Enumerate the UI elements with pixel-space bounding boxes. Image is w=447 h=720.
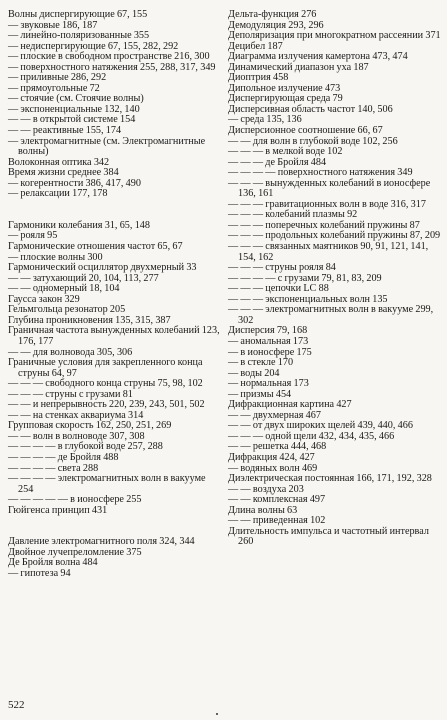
index-entry: — приливные 286, 292 xyxy=(8,72,107,84)
index-entry: Длительность импульса и частотный интервал 260 xyxy=(228,525,429,548)
index-entry: — плоские в свободном пространстве 216, 300 xyxy=(8,51,210,63)
index-entry: — рояля 95 xyxy=(8,230,58,242)
index-entry: Диспергирующая среда 79 xyxy=(228,93,343,105)
index-entry: — — и непрерывность 220, 239, 243, 501, 502 xyxy=(8,399,205,411)
index-entry: Гельмгольца резонатор 205 xyxy=(8,304,126,316)
index-entry: — стоячие (см. Стоячие волны) xyxy=(8,93,144,105)
index-entry: — прямоугольные 72 xyxy=(8,82,100,94)
print-dot xyxy=(216,713,218,715)
index-entry: — — — — электромагнитных волн в вакууме 254 xyxy=(8,473,206,495)
index-entry: Деполяризация при многократном рассеянии 371 xyxy=(228,30,441,42)
index-entry: — недиспергирующие 67, 155, 282, 292 xyxy=(8,40,179,52)
index-entry: Волны диспергирующие 67, 155 xyxy=(8,9,148,20)
index-entry: Глубина проникновения 135, 315, 387 xyxy=(8,314,171,326)
index-entry: — — — де Бройля 484 xyxy=(228,156,327,168)
index-entry: Дифракционная картина 427 xyxy=(228,399,352,411)
index-entry: — линейно-поляризованные 355 xyxy=(8,30,150,42)
index-entry: — — — связанных маятников 90, 91, 121, 141, 154, 162 xyxy=(228,241,429,263)
index-entry: Диаграмма излучения камертона 473, 474 xyxy=(228,51,408,63)
index-entry: Время жизни среднее 384 xyxy=(8,167,119,179)
index-entry: — — — — — в ионосфере 255 xyxy=(8,494,142,506)
index-entry: Групповая скорость 162, 250, 251, 269 xyxy=(8,420,172,432)
index-entry: — — — поперечных колебаний пружины 87 xyxy=(228,219,420,231)
index-entry: Давление электромагнитного поля 324, 344 xyxy=(8,536,195,548)
index-entry: — — — в мелкой воде 102 xyxy=(228,146,343,158)
index-entry: — — — гравитационных волн в воде 316, 317 xyxy=(228,198,426,210)
index-entry: Волоконная оптика 342 xyxy=(8,156,110,168)
index-entry: — — волн в волноводе 307, 308 xyxy=(8,430,145,442)
index-entry: — — от двух широких щелей 439, 440, 466 xyxy=(228,420,413,432)
index-entry: — электромагнитные (см. Электромагнитные волны) xyxy=(8,135,206,158)
index-entry: — — — — света 288 xyxy=(8,462,99,474)
index-section-gap xyxy=(8,516,222,527)
index-entry: — экспоненциальные 132, 140 xyxy=(8,103,140,115)
index-entry: Гармонический осциллятор двухмерный 33 xyxy=(8,262,197,274)
index-entry: Гармоники колебания 31, 65, 148 xyxy=(8,219,150,231)
index-entry: Двойное лучепреломление 375 xyxy=(8,546,142,558)
index-entry: — — затухающий 20, 104, 113, 277 xyxy=(8,272,159,284)
index-entry: Диэлектрическая постоянная 166, 171, 192, 328 xyxy=(228,473,432,485)
index-entry: — поверхностного натяжения 255, 288, 317, 349 xyxy=(8,61,216,73)
index-entry: — — — — с грузами 79, 81, 83, 209 xyxy=(228,272,382,284)
index-entry: — — — струны с грузами 81 xyxy=(8,388,133,400)
index-entry: — аномальная 173 xyxy=(228,335,309,347)
index-entry: Гюйгенса принцип 431 xyxy=(8,504,108,516)
index-entry: — нормальная 173 xyxy=(228,378,309,390)
index-entry: — — — колебаний плазмы 92 xyxy=(228,209,358,221)
index-entry: Дипольное излучение 473 xyxy=(228,82,341,94)
index-column-right xyxy=(228,10,442,548)
index-entry: Гаусса закон 329 xyxy=(8,293,80,305)
index-entry: Демодуляция 293, 296 xyxy=(228,19,324,31)
index-entry: — водяных волн 469 xyxy=(228,462,318,474)
index-entry: Де Бройля волна 484 xyxy=(8,557,98,569)
index-entry: — — двухмерная 467 xyxy=(228,409,321,421)
index-entry: — звуковые 186, 187 xyxy=(8,19,98,31)
index-entry: Дисперсивная область частот 140, 506 xyxy=(228,103,393,115)
index-section-gap xyxy=(8,200,222,211)
index-entry: — — — цепочки LC 88 xyxy=(228,283,329,295)
index-entry: Граничная частота вынужденных колебаний 123, 176, 177 xyxy=(8,325,220,347)
index-entry: — когерентности 386, 417, 490 xyxy=(8,177,141,189)
index-entry: Диоптрия 458 xyxy=(228,72,289,84)
index-entry: — призмы 454 xyxy=(228,388,292,400)
index-entry: — в стекле 170 xyxy=(228,357,294,369)
index-entry: — релаксации 177, 178 xyxy=(8,188,108,200)
index-entry: — — для волновода 305, 306 xyxy=(8,346,133,358)
index-column-left xyxy=(8,10,222,580)
index-entry: — — — — в глубокой воде 257, 288 xyxy=(8,441,163,453)
index-entry: — — — экспоненциальных волн 135 xyxy=(228,293,388,305)
index-entry: — — для волн в глубокой воде 102, 256 xyxy=(228,135,398,147)
index-entry: — — воздуха 203 xyxy=(228,483,304,495)
index-entry: — — в открытой системе 154 xyxy=(8,114,136,126)
index-entry: — — — — де Бройля 488 xyxy=(8,451,119,463)
index-entry: Динамический диапазон уха 187 xyxy=(228,61,369,73)
index-entry: — — на стенках аквариума 314 xyxy=(8,409,144,421)
index-entry: — воды 204 xyxy=(228,367,280,379)
index-entry: Гармонические отношения частот 65, 67 xyxy=(8,241,183,253)
index-entry: Длина волны 63 xyxy=(228,504,298,516)
index-entry: — плоские волны 300 xyxy=(8,251,103,263)
index-entry: Дисперсионное соотношение 66, 67 xyxy=(228,125,383,137)
index-entry: — — приведенная 102 xyxy=(228,515,326,527)
index-entry: — в ионосфере 175 xyxy=(228,346,312,358)
index-entry: — — — свободного конца струны 75, 98, 102 xyxy=(8,378,203,390)
page-number: 522 xyxy=(8,699,25,711)
index-entry: Граничные условия для закрепленного конца струны 64, 97 xyxy=(8,357,203,379)
index-entry: — гипотеза 94 xyxy=(8,567,71,579)
index-entry: — — — продольных колебаний пружины 87, 209 xyxy=(228,230,441,242)
index-entry: Децибел 187 xyxy=(228,40,283,52)
index-entry: — — одномерный 18, 104 xyxy=(8,283,120,295)
index-entry: — — решетка 444, 468 xyxy=(228,441,327,453)
index-entry: Дисперсия 79, 168 xyxy=(228,325,308,337)
index-entry: — — — струны рояля 84 xyxy=(228,262,336,274)
index-entry: — — — — поверхностного натяжения 349 xyxy=(228,167,413,179)
index-entry: — — реактивные 155, 174 xyxy=(8,125,122,137)
index-entry: Дельта-функция 276 xyxy=(228,9,317,20)
index-entry: — — — вынужденных колебаний в ионосфере 136, 161 xyxy=(228,177,431,200)
index-entry: — среда 135, 136 xyxy=(228,114,302,126)
index-entry: — — — одной щели 432, 434, 435, 466 xyxy=(228,430,395,442)
index-entry: — — комплексная 497 xyxy=(228,494,326,506)
index-entry: Дифракция 424, 427 xyxy=(228,451,315,463)
index-entry: — — — электромагнитных волн в вакууме 299, 302 xyxy=(228,304,434,326)
